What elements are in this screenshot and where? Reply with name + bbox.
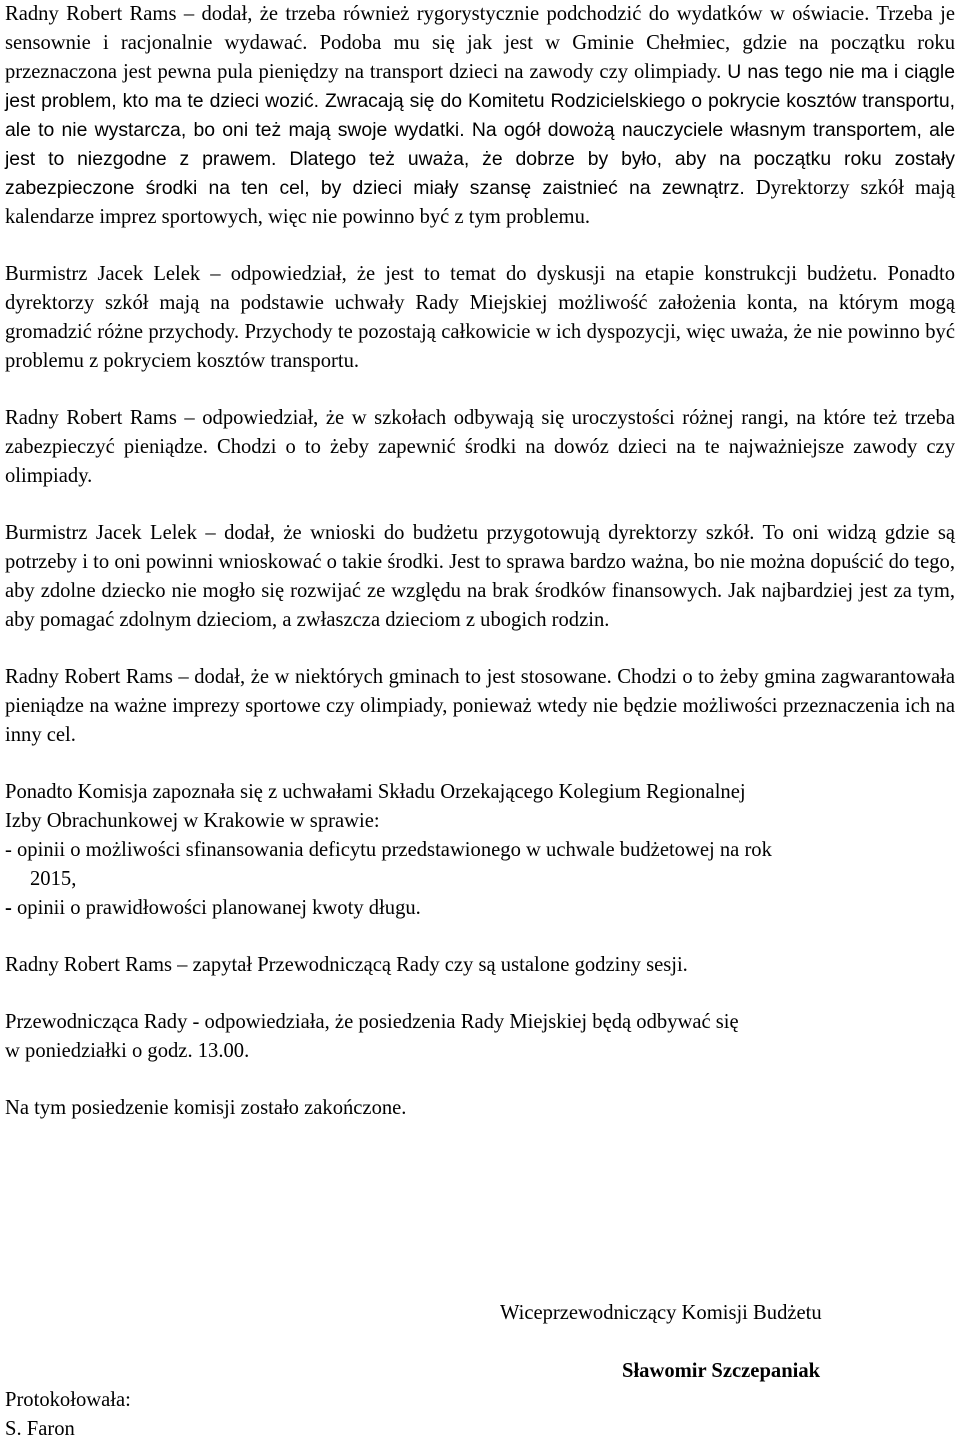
recorder-label: Protokołowała: <box>5 1389 131 1411</box>
paragraph-2: Burmistrz Jacek Lelek – odpowiedział, że jest to temat do dyskusji na etapie konstrukcji budżetu. Ponadto dyrektorzy szkół mają na podstawie uchwały Rady Miejskiej możliwość założenia konta, na którym mogą gromadzić różne przychody. Przychody te pozostają całkowicie w ich dyspozycji, więc uważa, że nie powinno być problemu z pokryciem kosztów transportu. <box>5 263 955 372</box>
paragraph-6-intro-line-2: Izby Obrachunkowej w Krakowie w sprawie: <box>5 810 380 832</box>
recorder-block <box>5 1386 131 1444</box>
signature-name: Sławomir Szczepaniak <box>622 1360 821 1382</box>
paragraph-1 <box>5 0 955 232</box>
paragraph-3: Radny Robert Rams – odpowiedział, że w szkołach odbywają się uroczystości różnej rangi, na które też trzeba zabezpieczyć pieniądze. Chodzi o to żeby zapewnić środki na dowóz dzieci na te najważniejsze zawody czy olimpiady. <box>5 407 955 487</box>
paragraph-6-intro-line-1: Ponadto Komisja zapoznała się z uchwałami Składu Orzekającego Kolegium Regionalnej <box>5 781 746 803</box>
paragraph-9: Na tym posiedzenie komisji zostało zakończone. <box>5 1097 407 1119</box>
paragraph-1-tail: Dyrektorzy szkół mają kalendarze imprez sportowych, więc nie powinno być z tym problemu. <box>5 177 955 228</box>
list-item-2-text: opinii o prawidłowości planowanej kwoty długu. <box>11 897 421 919</box>
recorder-name: S. Faron <box>5 1418 75 1440</box>
paragraph-8-line-2: w poniedziałki o godz. 13.00. <box>5 1040 250 1062</box>
paragraph-4: Burmistrz Jacek Lelek – dodał, że wnioski do budżetu przygotowują dyrektorzy szkół. To oni widzą gdzie są potrzeby i to oni powinni wnioskować o takie środki. Jest to sprawa bardzo ważna, bo nie można dopuścić do tego, aby zdolne dziecko nie mogło się rozwijać ze względu na brak środków finansowych. Jak najbardziej jest za tym, aby pomagać zdolnym dzieciom, a zwłaszcza dzieciom z ubogich rodzin. <box>5 522 955 631</box>
paragraph-1-text: Radny Robert Rams – dodał, że trzeba również rygorystycznie podchodzić do wydatków w oświacie. Trzeba je sensownie i racjonalnie wydawać. Podoba mu się jak jest w Gminie Chełmiec, gdzie na początku roku przeznaczona jest pewna pula pieniędzy na transport dzieci na zawody czy olimpiady. <box>5 3 955 83</box>
list-item-2 <box>5 894 955 923</box>
paragraph-8-line-1: Przewodnicząca Rady - odpowiedziała, że posiedzenia Rady Miejskiej będą odbywać się <box>5 1011 739 1033</box>
list-item-1-continuation: 2015, <box>30 868 77 890</box>
list-item-2-dash: - <box>5 897 12 919</box>
document-page <box>5 0 955 1123</box>
paragraph-7: Radny Robert Rams – zapytał Przewodniczącą Rady czy są ustalone godziny sesji. <box>5 954 688 976</box>
paragraph-1-sans-text: U nas tego nie ma i ciągle jest problem, kto ma te dzieci wozić. Zwracają się do Komitetu Rodzicielskiego o pokrycie kosztów transportu, ale to nie wystarcza, bo oni też mają swoje wydatki. Na ogół dowożą nauczyciele własnym transportem, ale jest to niezgodne z prawem. Dlatego też uważa, że dobrze by było, aby na początku roku zostały zabezpieczone środki na ten cel, by dzieci miały szansę zaistnieć na zewnątrz. <box>5 61 955 199</box>
signature-title: Wiceprzewodniczący Komisji Budżetu <box>500 1302 822 1324</box>
list-item-1: - opinii o możliwości sfinansowania deficytu przedstawionego w uchwale budżetowej na rok <box>5 839 772 861</box>
paragraph-5: Radny Robert Rams – dodał, że w niektórych gminach to jest stosowane. Chodzi o to żeby gmina zagwarantowała pieniądze na ważne imprezy sportowe czy olimpiady, ponieważ wtedy nie będzie możliwości przeznaczenia ich na inny cel. <box>5 666 955 746</box>
